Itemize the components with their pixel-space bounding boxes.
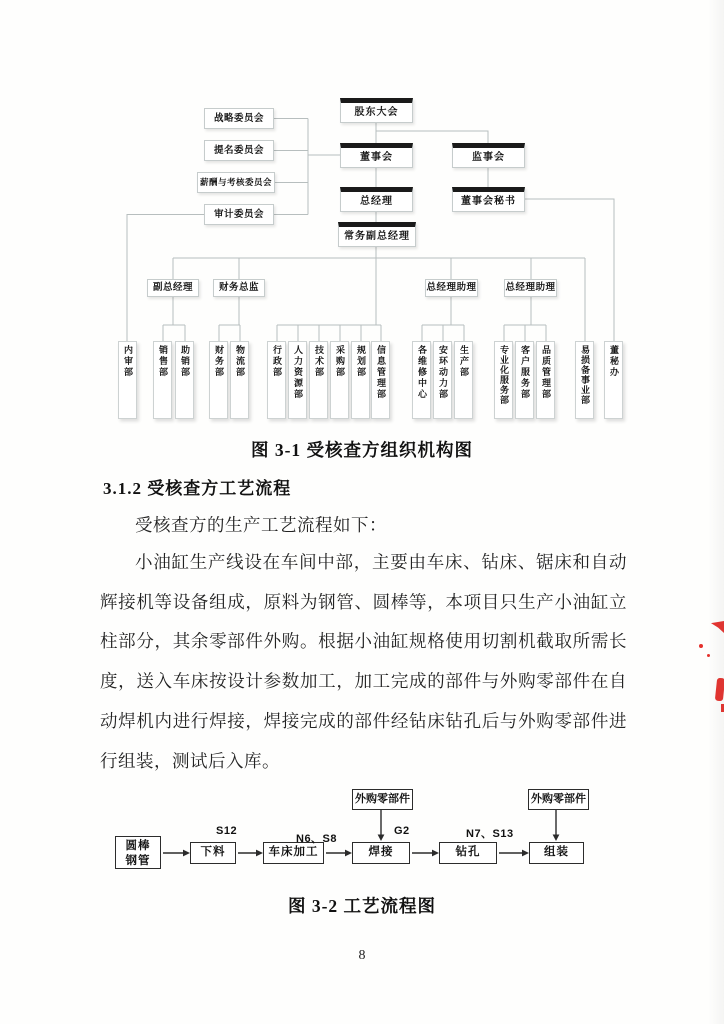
- org-box-label: 常务副总经理: [344, 231, 410, 242]
- dept-box-board-secretary-office: [604, 341, 623, 419]
- stream-label-n7-s13: N7、S13: [466, 828, 514, 840]
- stream-label-n6-s8: N6、S8: [296, 833, 338, 845]
- dept-label: 行政部: [272, 345, 282, 378]
- org-box-label: 董事会秘书: [461, 196, 516, 207]
- scan-edge-shading: [708, 0, 724, 1024]
- dept-box-logistics: [230, 341, 249, 419]
- org-box-audit-committee: [204, 204, 274, 225]
- dept-label: 安环动力部: [438, 345, 448, 400]
- org-box-label: 总经理助理: [505, 282, 556, 293]
- org-box-compensation-committee: [197, 172, 275, 193]
- org-box-general-manager: [340, 187, 413, 212]
- org-box-label: 监事会: [472, 152, 505, 163]
- figure-3-2-caption: 图 3-2 工艺流程图: [287, 896, 437, 916]
- flow-input-label: 外购零部件: [531, 793, 586, 805]
- org-box-label: 财务总监: [218, 282, 259, 293]
- dept-box-spare-parts-division: [575, 341, 594, 419]
- flow-input-purchased-parts-2: [528, 789, 589, 810]
- dept-label: 生产部: [459, 345, 469, 378]
- flow-step-label: 下料: [200, 846, 226, 858]
- dept-label: 专业化服务部: [499, 345, 509, 405]
- flow-input-purchased-parts-1: [352, 789, 413, 810]
- org-box-gm-assistant-1: [425, 279, 478, 297]
- dept-box-administration: [267, 341, 286, 419]
- org-box-label: 总经理: [360, 196, 393, 207]
- dept-label: 各维修中心: [417, 345, 427, 400]
- dept-label: 董秘办: [609, 345, 619, 378]
- org-box-label: 提名委员会: [213, 145, 264, 156]
- flow-step-assembly: [529, 842, 584, 864]
- dept-box-procurement: [330, 341, 349, 419]
- flow-step-cutting: [190, 842, 236, 864]
- dept-box-technology: [309, 341, 328, 419]
- dept-label: 易损备事业部: [580, 345, 590, 405]
- flow-source-line1: 圆棒: [125, 840, 151, 852]
- org-box-cfo: [213, 279, 265, 297]
- dept-label: 物流部: [235, 345, 245, 378]
- dept-label: 技术部: [314, 345, 324, 378]
- dept-label: 人力资源部: [293, 345, 303, 400]
- flow-source-line2: 钢管: [125, 855, 151, 867]
- dept-box-finance: [209, 341, 228, 419]
- dept-label: 内审部: [123, 345, 133, 378]
- page-number: 8: [358, 948, 366, 963]
- section-heading-3-1-2: 3.1.2 受核查方工艺流程: [103, 479, 292, 498]
- flow-step-welding: [352, 842, 410, 864]
- stream-label-g2: G2: [394, 825, 410, 837]
- dept-box-human-resources: [288, 341, 307, 419]
- dept-box-sales: [153, 341, 172, 419]
- dept-box-specialized-services: [494, 341, 513, 419]
- flow-step-drilling: [439, 842, 497, 864]
- flow-step-label: 组装: [544, 846, 569, 858]
- dept-label: 财务部: [214, 345, 224, 378]
- org-box-strategy-committee: [204, 108, 274, 129]
- stream-label-s12: S12: [216, 825, 238, 837]
- dept-box-planning: [351, 341, 370, 419]
- dept-box-sales-support: [175, 341, 194, 419]
- flow-step-label: 车床加工: [268, 846, 319, 858]
- intro-paragraph: 受核查方的生产工艺流程如下：: [135, 515, 387, 535]
- dept-label: 销售部: [158, 345, 168, 378]
- org-box-label: 副总经理: [152, 282, 193, 293]
- dept-box-information-management: [371, 341, 390, 419]
- body-paragraph: 小油缸生产线设在车间中部，主要由车床、钻床、锯床和自动辉接机等设备组成，原料为钢管、圆棒等，本项目只生产小油缸立柱部分，其余零部件外购。根据小油缸规格使用切割机截取所需长度，送入车床按设计参数加工，加工完成的部件与外购零部件在自动焊机内进行焊接，焊接完成的部件经钻床钻孔后与外购零部件进行组装，测试后入库。: [100, 552, 627, 771]
- org-box-label: 股东大会: [354, 107, 399, 118]
- org-box-deputy-gm: [147, 279, 199, 297]
- org-box-executive-deputy-gm: [338, 222, 416, 247]
- org-box-gm-assistant-2: [504, 279, 557, 297]
- flow-source-box: [115, 836, 161, 869]
- dept-label: 助销部: [180, 345, 190, 378]
- dept-box-quality-management: [536, 341, 555, 419]
- org-box-shareholders-meeting: [340, 98, 413, 123]
- org-box-label: 薪酬与考核委员会: [199, 177, 272, 187]
- org-box-nomination-committee: [204, 140, 274, 161]
- dept-label: 信息管理部: [376, 345, 386, 400]
- dept-label: 采购部: [335, 345, 345, 378]
- org-box-supervisory-board: [452, 143, 525, 168]
- org-box-board-secretary: [452, 187, 525, 212]
- flow-input-label: 外购零部件: [355, 793, 410, 805]
- dept-box-internal-audit: [118, 341, 137, 419]
- org-box-label: 战略委员会: [213, 113, 264, 124]
- dept-box-maintenance-centers: [412, 341, 431, 419]
- org-box-label: 审计委员会: [213, 209, 264, 220]
- flow-step-label: 钻孔: [455, 846, 481, 858]
- dept-box-production: [454, 341, 473, 419]
- dept-label: 规划部: [356, 345, 366, 378]
- dept-box-safety-env-power: [433, 341, 452, 419]
- red-stamp-fragment: [699, 644, 703, 648]
- flow-step-label: 焊接: [368, 846, 394, 858]
- dept-label: 客户服务部: [520, 345, 530, 400]
- dept-box-customer-service: [515, 341, 534, 419]
- org-box-label: 总经理助理: [426, 282, 477, 293]
- org-box-label: 董事会: [360, 152, 393, 163]
- org-box-board-of-directors: [340, 143, 413, 168]
- figure-3-1-caption: 图 3-1 受核查方组织机构图: [250, 440, 474, 460]
- dept-label: 品质管理部: [541, 345, 551, 400]
